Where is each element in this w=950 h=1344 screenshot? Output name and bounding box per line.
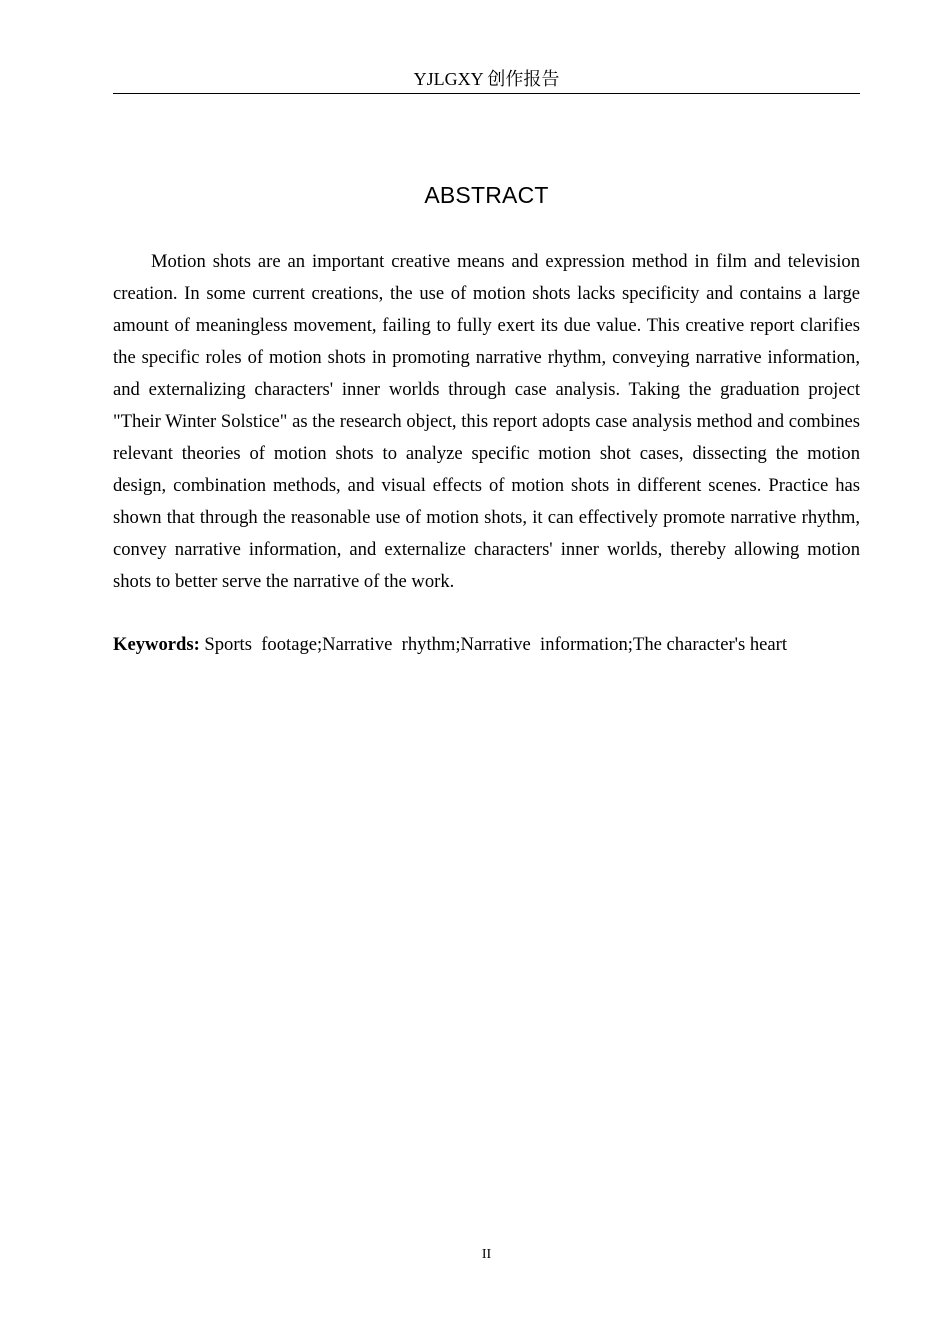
keywords-line [113,629,860,661]
keywords-label: Keywords: [113,634,200,655]
running-title: YJLGXY 创作报告 [413,69,560,89]
page-number: II [481,1247,492,1262]
abstract-body: Motion shots are an important creative means and expression method in film and television creation. In some current creations, the use of motion shots lacks specificity and contains a large amount of meaningless movement, failing to fully exert its due value. This creative report clarifies the specific roles of motion shots in promoting narrative rhythm, conveying narrative information, and externalizing characters' inner worlds through case analysis. Taking the graduation project "Their Winter Solstice" as the research object, this report adopts case analysis method and combines relevant theories of motion shots to analyze specific motion shot cases, dissecting the motion design, combination methods, and visual effects of motion shots in different scenes. Practice has shown that through the reasonable use of motion shots, it can effectively promote narrative rhythm, convey narrative information, and externalize characters' inner worlds, thereby allowing motion shots to better serve the narrative of the work. [113,251,860,592]
keywords-text: Sports footage;Narrative rhythm;Narrative information;The character's heart [199,634,788,655]
abstract-title: ABSTRACT [424,182,549,208]
page-header [113,66,860,94]
